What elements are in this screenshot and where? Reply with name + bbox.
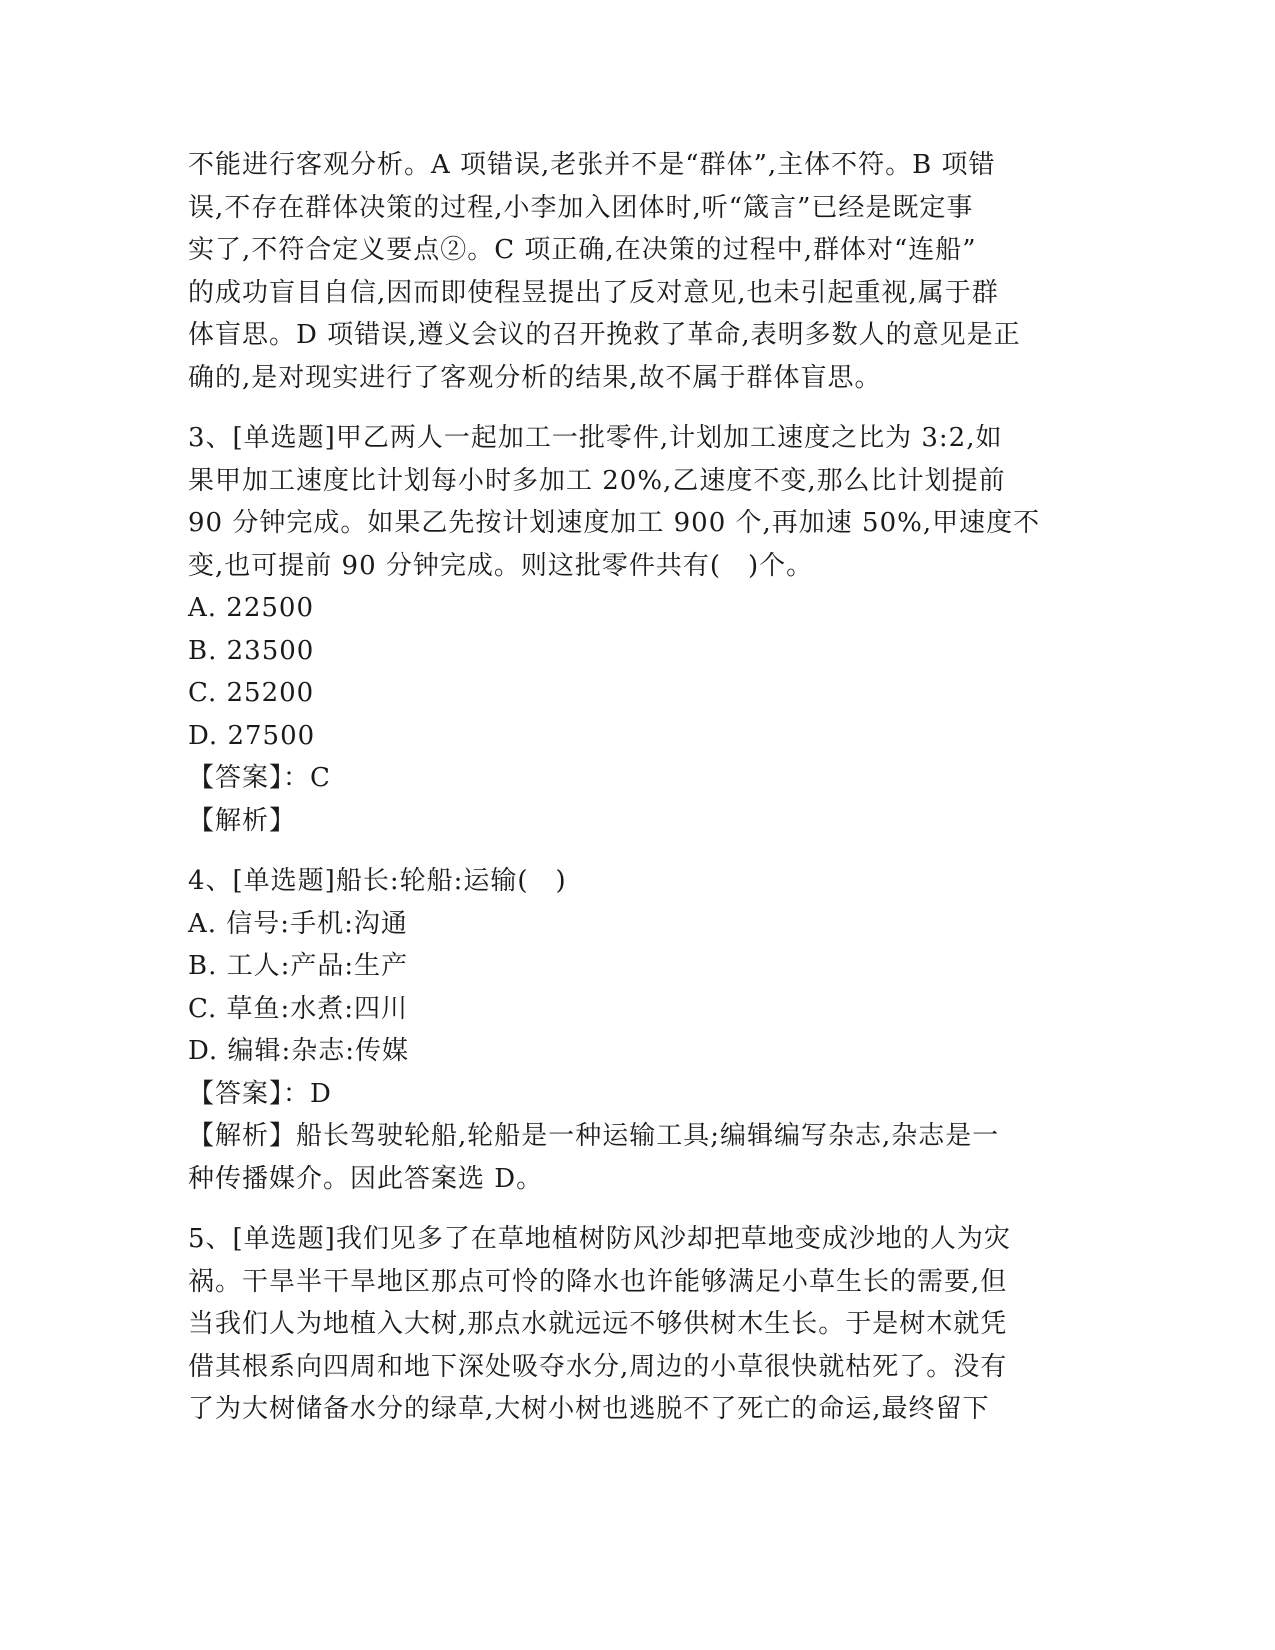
- option-b: B. 23500: [188, 635, 315, 666]
- option-c: C. 25200: [188, 678, 315, 708]
- document-body: [188, 144, 1088, 1431]
- question-stem-line: 变,也可提前 90 分钟完成。则这批零件共有( )个。: [188, 550, 814, 581]
- question-stem-line: 果甲加工速度比计划每小时多加工 20%,乙速度不变,那么比计划提前: [188, 465, 1006, 496]
- text-line: 体盲思。D 项错误,遵义会议的召开挽救了革命,表明多数人的意见是正: [188, 320, 1021, 350]
- option-a: A. 信号:手机:沟通: [188, 908, 408, 939]
- question-4: [188, 860, 1088, 1200]
- text-line: 误,不存在群体决策的过程,小李加入团体时,听“箴言”已经是既定事: [188, 192, 974, 223]
- analysis-label: 【解析】: [188, 805, 297, 836]
- q2-analysis-continued: [188, 144, 1088, 399]
- question-5: [188, 1218, 1088, 1431]
- text-line: 的成功盲目自信,因而即使程昱提出了反对意见,也未引起重视,属于群: [188, 277, 999, 308]
- question-stem-line: 3、[单选题]甲乙两人一起加工一批零件,计划加工速度之比为 3:2,如: [188, 423, 1003, 453]
- analysis-line: 种传播媒介。因此答案选 D。: [188, 1163, 544, 1194]
- question-stem: 4、[单选题]船长:轮船:运输( ): [188, 866, 567, 896]
- question-stem-line: 借其根系向四周和地下深处吸夺水分,周边的小草很快就枯死了。没有: [188, 1351, 1008, 1382]
- analysis-line: 【解析】船长驾驶轮船,轮船是一种运输工具;编辑编写杂志,杂志是一: [188, 1121, 1000, 1151]
- question-stem-line: 5、[单选题]我们见多了在草地植树防风沙却把草地变成沙地的人为灾: [188, 1224, 1011, 1254]
- option-b: B. 工人:产品:生产: [188, 951, 409, 981]
- answer-line: 【答案】：C: [188, 763, 331, 793]
- text-line: 实了,不符合定义要点②。C 项正确,在决策的过程中,群体对“连船”: [188, 235, 977, 265]
- option-a: A. 22500: [188, 593, 315, 623]
- question-3: [188, 417, 1088, 842]
- answer-line: 【答案】：D: [188, 1078, 332, 1109]
- option-d: D. 编辑:杂志:传媒: [188, 1036, 409, 1066]
- question-stem-line: 当我们人为地植入大树,那点水就远远不够供树木生长。于是树木就凭: [188, 1309, 1008, 1339]
- question-stem-line: 了为大树储备水分的绿草,大树小树也逃脱不了死亡的命运,最终留下: [188, 1394, 990, 1424]
- question-stem-line: 90 分钟完成。如果乙先按计划速度加工 900 个,再加速 50%,甲速度不: [188, 508, 1041, 538]
- question-stem-line: 祸。干旱半干旱地区那点可怜的降水也许能够满足小草生长的需要,但: [188, 1266, 1008, 1297]
- option-c: C. 草鱼:水煮:四川: [188, 993, 409, 1024]
- text-line: 确的,是对现实进行了客观分析的结果,故不属于群体盲思。: [188, 362, 882, 393]
- option-d: D. 27500: [188, 720, 316, 751]
- text-line: 不能进行客观分析。A 项错误,老张并不是“群体”,主体不符。B 项错: [188, 150, 996, 180]
